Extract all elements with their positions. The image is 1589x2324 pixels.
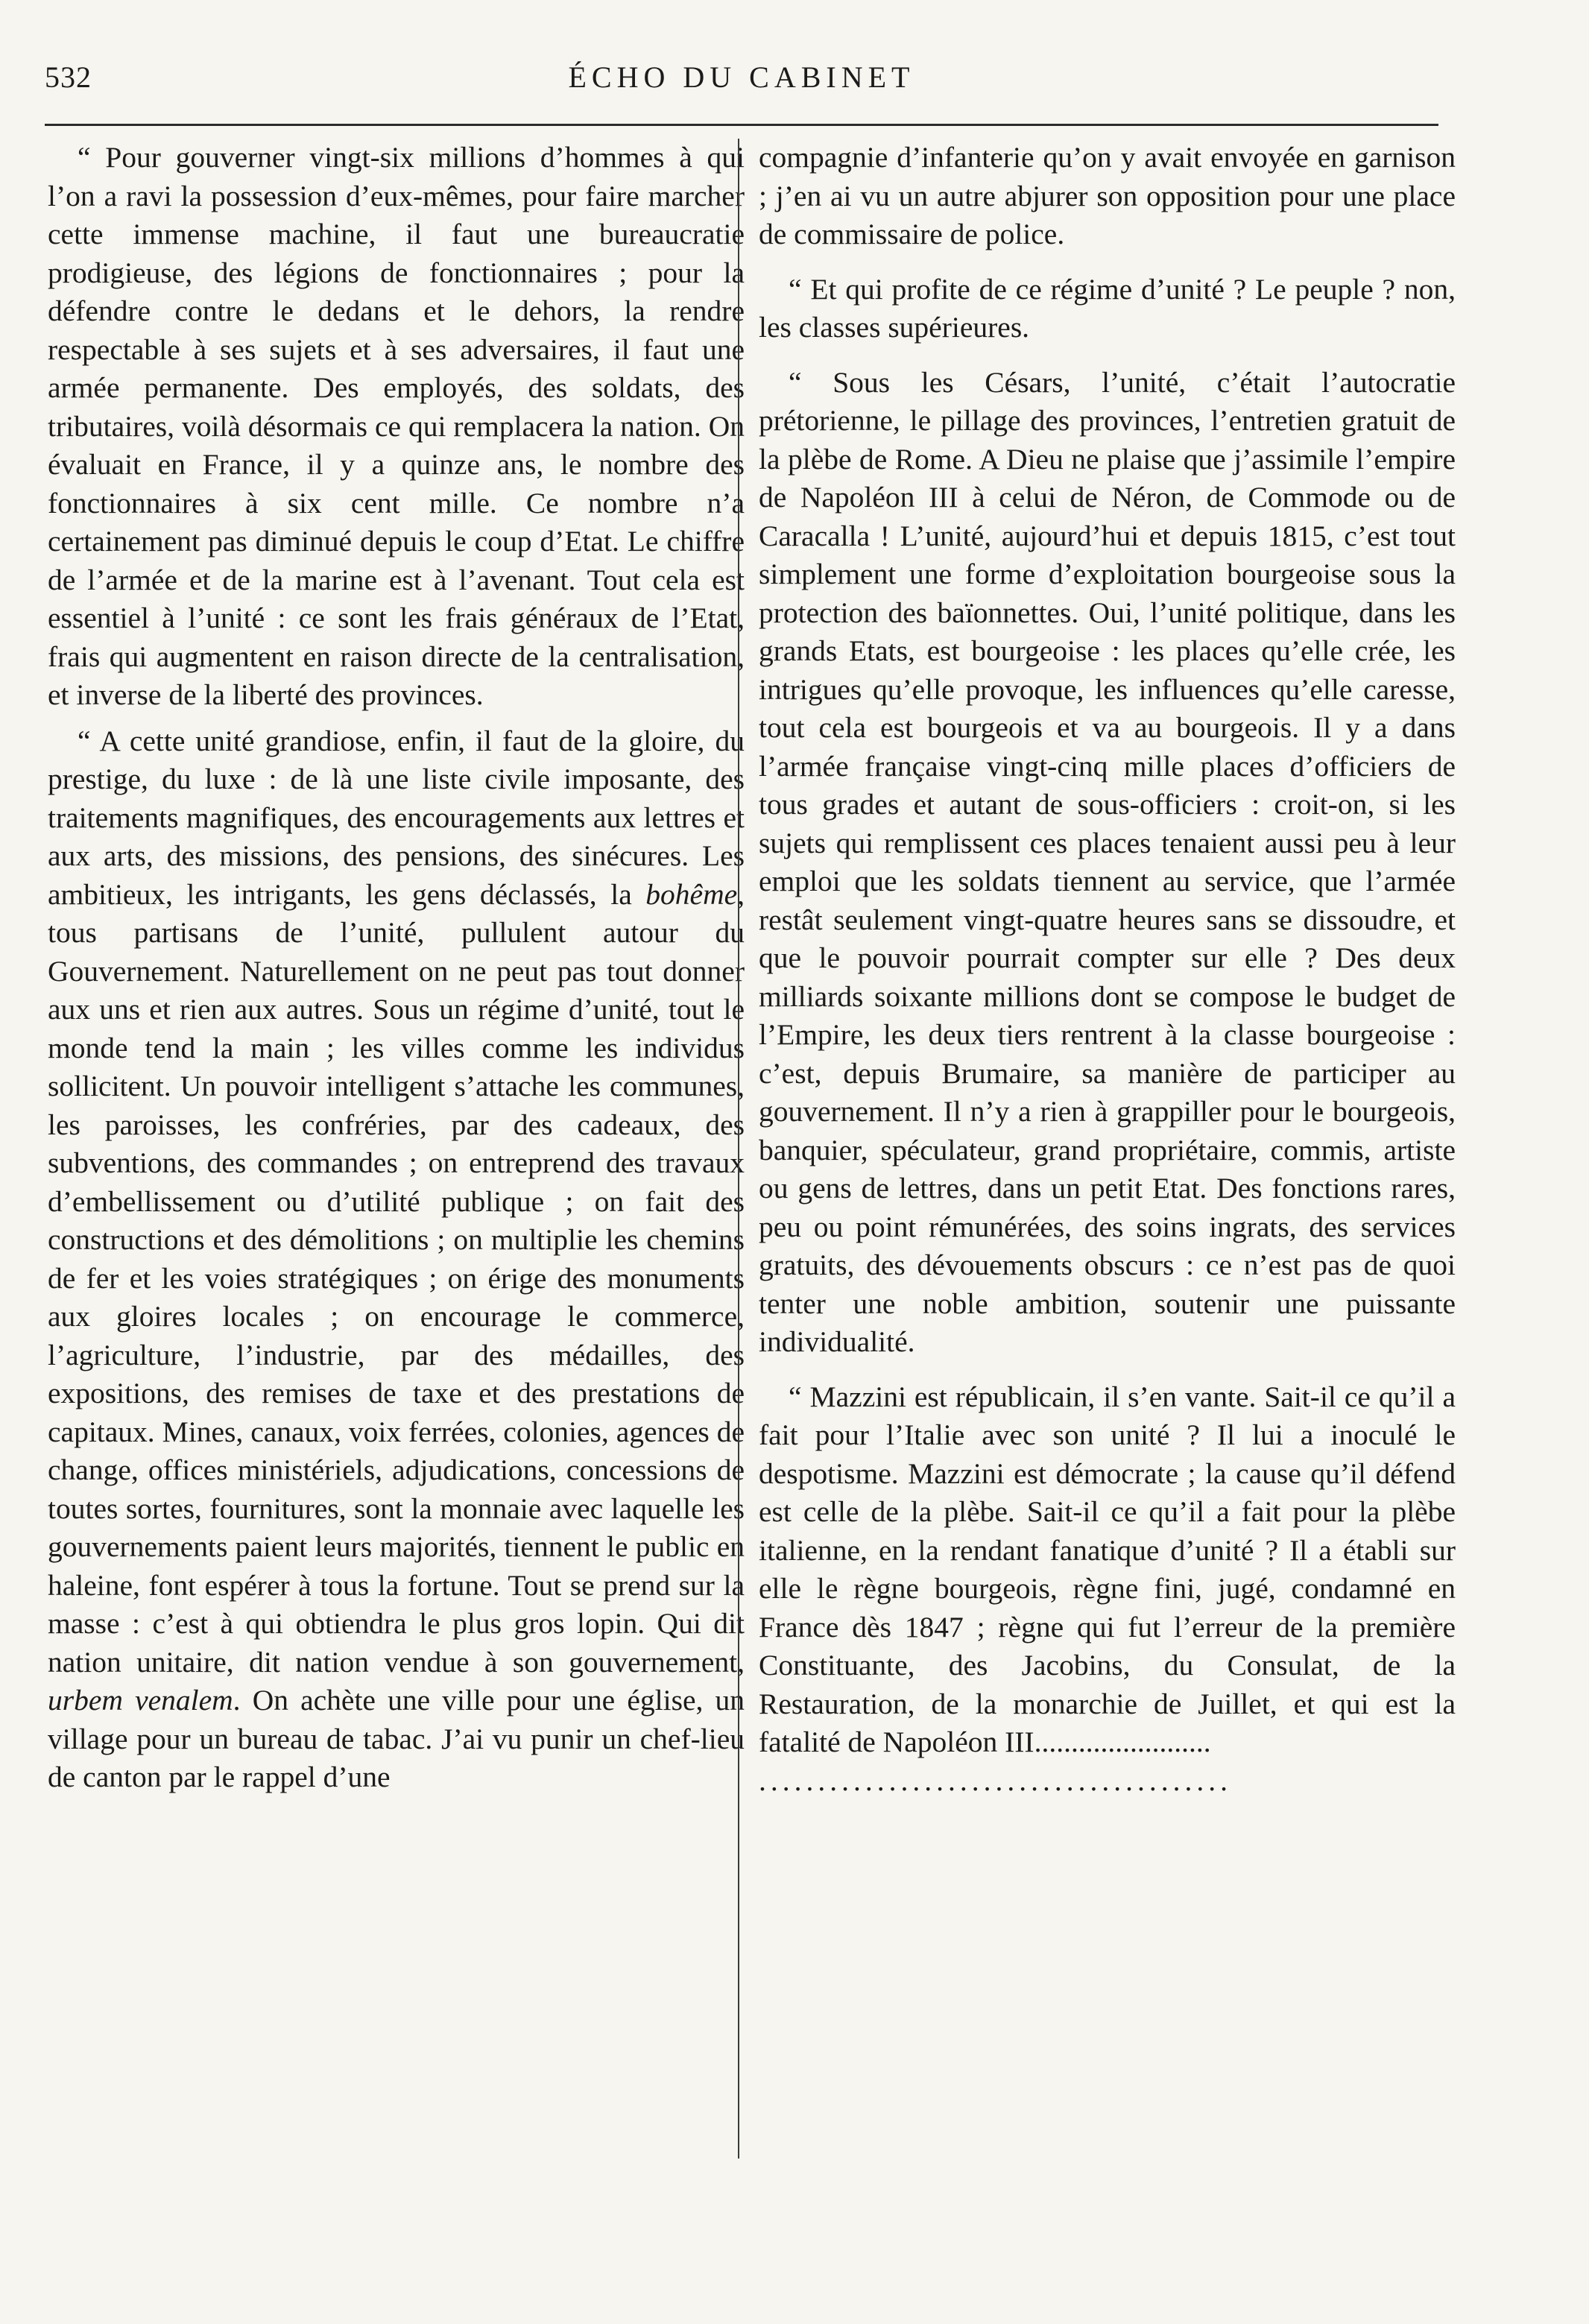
dot-leaders-line: ........................................ [759,1763,1232,1797]
italic-term: urbem venalem [48,1684,233,1717]
dot-leaders: ........................ [1034,1725,1211,1758]
text-run: “ A cette unité grandiose, enfin, il faut de la gloire, du prestige, du luxe : de là une liste civile imposante, des traitements magnifiques, des encouragements aux lettres et aux arts, des missions, des pensions, des sinécures. Les ambitieux, les intrigants, les gens déclassés, la [48,724,745,911]
text-run: . On achète une ville pour une église, un village pour un bureau de tabac. J’ai vu punir un chef-lieu de canton par le rappel d’une [48,1684,745,1793]
right-column [759,139,1456,1800]
text-run: “ Mazzini est républicain, il s’en vante. Sait-il ce qu’il a fait pour l’Italie avec son unité ? Il lui a inoculé le despotisme. Mazzini est démocrate ; la cause qu’il défend est celle de la plèbe. Sait-il ce qu’il a fait pour la plèbe italienne, en la rendant fanatique d’unité ? Il a établi sur elle le règne bourgeois, règne fini, jugé, condamné en France dès 1847 ; règne qui fut l’erreur de la première Constituante, des Jacobins, du Consulat, de la Restauration, de la monarchie de Juillet, et qui est la fatalité de Napoléon III [759,1380,1456,1758]
paragraph: compagnie d’infanterie qu’on y avait envoyée en garnison ; j’en ai vu un autre abjurer son opposition pour une place de commissaire de police. [759,141,1456,250]
header-rule [45,124,1438,126]
running-title: ÉCHO DU CABINET [568,60,915,94]
italic-term: bohême [645,877,738,911]
page-header [45,60,1438,112]
text-run: , tous partisans de l’unité, pullulent autour du Gouvernement. Naturellement on ne peut pas tout donner aux uns et rien aux autres. Sous un régime d’unité, tout le monde tend la main ; les villes comme les individus sollicitent. Un pouvoir intelligent s’attache les communes, les paroisses, les confréries, par des cadeaux, des subventions, des commandes ; on entreprend des travaux d’embellissement ou d’utilité publique ; on fait des constructions et des démolitions ; on multiplie les chemins de fer et les voies stratégiques ; on érige des monuments aux gloires locales ; on encourage le commerce, l’agriculture, l’industrie, par des médailles, des expositions, des remises de taxe et des prestations de capitaux. Mines, canaux, voix ferrées, colonies, agences de change, offices ministériels, adjudications, concessions de toutes sortes, fournitures, sont la monnaie avec laquelle les gouvernements paient leurs majorités, tiennent le public en haleine, font espérer à tous la fortune. Tout se prend sur la masse : c’est à qui obtiendra le plus gros lopin. Qui dit nation unitaire, dit nation vendue à son gouvernement, [48,877,745,1679]
left-column [48,139,745,1797]
paragraph [759,1378,1456,1762]
paragraph: “ Et qui profite de ce régime d’unité ? Le peuple ? non, les classes supérieures. [759,272,1456,344]
column-divider [738,139,739,2159]
page-number: 532 [45,60,92,94]
paragraph: “ Sous les Césars, l’unité, c’était l’autocratie prétorienne, le pillage des provinces, l’entretien gratuit de la plèbe de Rome. A Dieu ne plaise que j’assimile l’empire de Napoléon III à celui de Néron, de Commode ou de Caracalla ! L’unité, aujourd’hui et depuis 1815, c’est tout simplement une forme d’exploitation bourgeoise sous la protection des baïonnettes. Oui, l’unité politique, dans les grands Etats, est bourgeoise : les places qu’elle crée, les intrigues qu’elle provoque, les influences qu’elle caresse, tout cela est bourgeois et va au bourgeois. Il y a dans l’armée française vingt-cinq mille places d’officiers de tous grades et autant de sous-officiers : croit-on, si les sujets qui remplissent ces places tenaient aussi peu à leur emploi que les soldats tiennent au service, que l’armée restât seulement vingt-quatre heures sans se dissoudre, et que le pouvoir pourrait compter sur elle ? Des deux milliards soixante millions dont se compose le budget de l’Empire, les deux tiers rentrent à la classe bourgeoise : c’est, depuis Brumaire, sa manière de participer au gouvernement. Il n’y a rien à grappiller pour le bourgeois, banquier, spéculateur, grand propriétaire, commis, artiste ou gens de lettres, dans un petit Etat. Des fonctions rares, peu ou point rémunérées, des soins ingrats, des services gratuits, des dévouements obscurs : ce n’est pas de quoi tenter une noble ambition, soutenir une puissante individualité. [759,365,1456,1358]
paragraph: “ Pour gouverner vingt-six millions d’hommes à qui l’on a ravi la possession d’eux-mêmes, pour faire marcher cette immense machine, il faut une bureaucratie prodigieuse, des légions de fonctionnaires ; pour la défendre contre le dedans et le dehors, la rendre respectable à ses sujets et à ses adversaires, il faut une armée permanente. Des employés, des soldats, des tributaires, voilà désormais ce qui remplacera la nation. On évaluait en France, il y a quinze ans, le nombre des fonctionnaires à six cent mille. Ce nombre n’a certainement pas diminué depuis le coup d’Etat. Le chiffre de l’armée et de la marine est à l’avenant. Tout cela est essentiel à l’unité : ce sont les frais généraux de l’Etat, frais qui augmentent en raison directe de la centralisation, et inverse de la liberté des provinces. [48,141,745,711]
paragraph [48,722,745,1797]
